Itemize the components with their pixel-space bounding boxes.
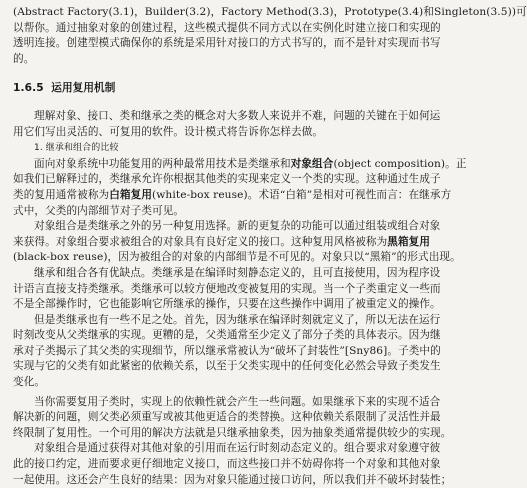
text-line: (Abstract Factory(3.1)，Builder(3.2)，Factory Method(3.3)，Prototype(3.4)和Singleton(3.5))可 (13, 6, 527, 18)
text-line: 变化。 (13, 376, 46, 389)
text-line: 不是全部操作时，它也能影响它所继承的操作，只要在这些操作中调用了被重定义的操作。 (13, 298, 441, 311)
section-heading (13, 81, 464, 97)
text-line: 但是类继承也有一些不足之处。首先，因为继承在编译时刻就定义了，所以无法在运行 (34, 313, 441, 326)
section-title: 运用复用机制 (51, 82, 116, 95)
text-line: 时刻改变从父类继承的实现。更糟的是，父类通常至少定义了部分子类的具体表示。因为继 (13, 329, 441, 342)
paragraph-pros-cons (13, 266, 464, 313)
text-line: 对象组合是通过获得对其他对象的引用而在运行时刻动态定义的。组合要求对象遵守彼 (34, 442, 441, 455)
text-line: 解决新的问题，则父类必须重写或被其他更适合的类替换。这种依赖关系限制了灵活性并最 (13, 411, 441, 424)
subsection-heading: 1. 继承和组合的比较 (34, 143, 119, 154)
text-line: 式中，父类的内部细节对子类可见。 (13, 204, 185, 217)
text-line: 面向对象系统中功能复用的两种最常用技术是类继承和对象组合(object composition)。正 (34, 157, 467, 170)
paragraph-inheritance-drawbacks (13, 313, 464, 391)
text-line: 如我们已解释过的，类继承允许你根据其他类的实现来定义一个类的实现。这种通过生成子 (13, 173, 441, 186)
text-line: 来获得。对象组合要求被组合的对象具有良好定义的接口。这种复用风格被称为黑箱复用 (13, 235, 431, 248)
text-line: 用它们写出灵活的、可复用的软件。设计模式将告诉你怎样去做。 (13, 125, 324, 138)
paragraph-composition-intro (13, 157, 467, 219)
text-line: 继承和组合各有优缺点。类继承是在编译时刻静态定义的，且可直接使用，因为程序设 (34, 266, 441, 279)
text-line: 承对子类揭示了其父类的实现细节，所以继承常被认为“破坏了封装性”[Sny86]。子类中的 (13, 344, 441, 357)
paragraph-composition-runtime (13, 441, 464, 488)
intro-paragraph (13, 5, 527, 67)
term-black-box-reuse: 黑箱复用 (387, 235, 431, 248)
term-white-box-reuse: 白箱复用 (109, 188, 153, 201)
text-line: 此的接口约定，进而要求更仔细地定义接口，而这些接口并不妨碍你将一个对象和其他对象 (13, 458, 441, 471)
text-line: 以帮你。通过抽象对象的创建过程，这些模式提供不同方式以在实例化时建立接口和实现的 (13, 21, 441, 34)
text-line: 终限制了复用性。一个可用的解决方法就是只继承抽象类，因为抽象类通常提供较少的实现。 (13, 426, 452, 439)
text-line: 一起使用。这还会产生良好的结果：因为对象只能通过接口访问，所以我们并不破坏封装性； (13, 473, 452, 486)
paragraph-dependency (13, 395, 464, 442)
text-line: 类的复用通常被称为白箱复用(white-box reuse)。术语“白箱”是相对可视性而言：在继承方 (13, 188, 452, 201)
section-intro-paragraph (13, 109, 464, 140)
text-line: 对象组合是类继承之外的另一种复用选择。新的更复杂的功能可以通过组装或组合对象 (34, 220, 441, 233)
text-line: 计语言直接支持类继承。类继承可以较方便地改变被复用的实现。当一个子类重定义一些而 (13, 282, 441, 295)
text-line: (black-box reuse)，因为被组合的对象的内部细节是不可见的。对象只以“黑箱”的形式出现。 (13, 251, 461, 264)
term-object-composition: 对象组合 (290, 157, 334, 170)
text-line: 理解对象、接口、类和继承之类的概念对大多数人来说并不难，问题的关键在于如何运 (34, 109, 441, 122)
text-line: 当你需要复用子类时，实现上的依赖性就会产生一些问题。如果继承下来的实现不适合 (34, 395, 441, 408)
section-number: 1.6.5 (13, 82, 44, 95)
paragraph-object-composition (13, 219, 464, 266)
text-line: 的。 (13, 52, 35, 65)
text-line: 透明连接。创建型模式确保你的系统是采用针对接口的方式书写的，而不是针对实现而书写 (13, 37, 441, 50)
text-line: 实现与它的父类有如此紧密的依赖关系，以至于父类实现中的任何变化必然会导致子类发生 (13, 360, 441, 373)
